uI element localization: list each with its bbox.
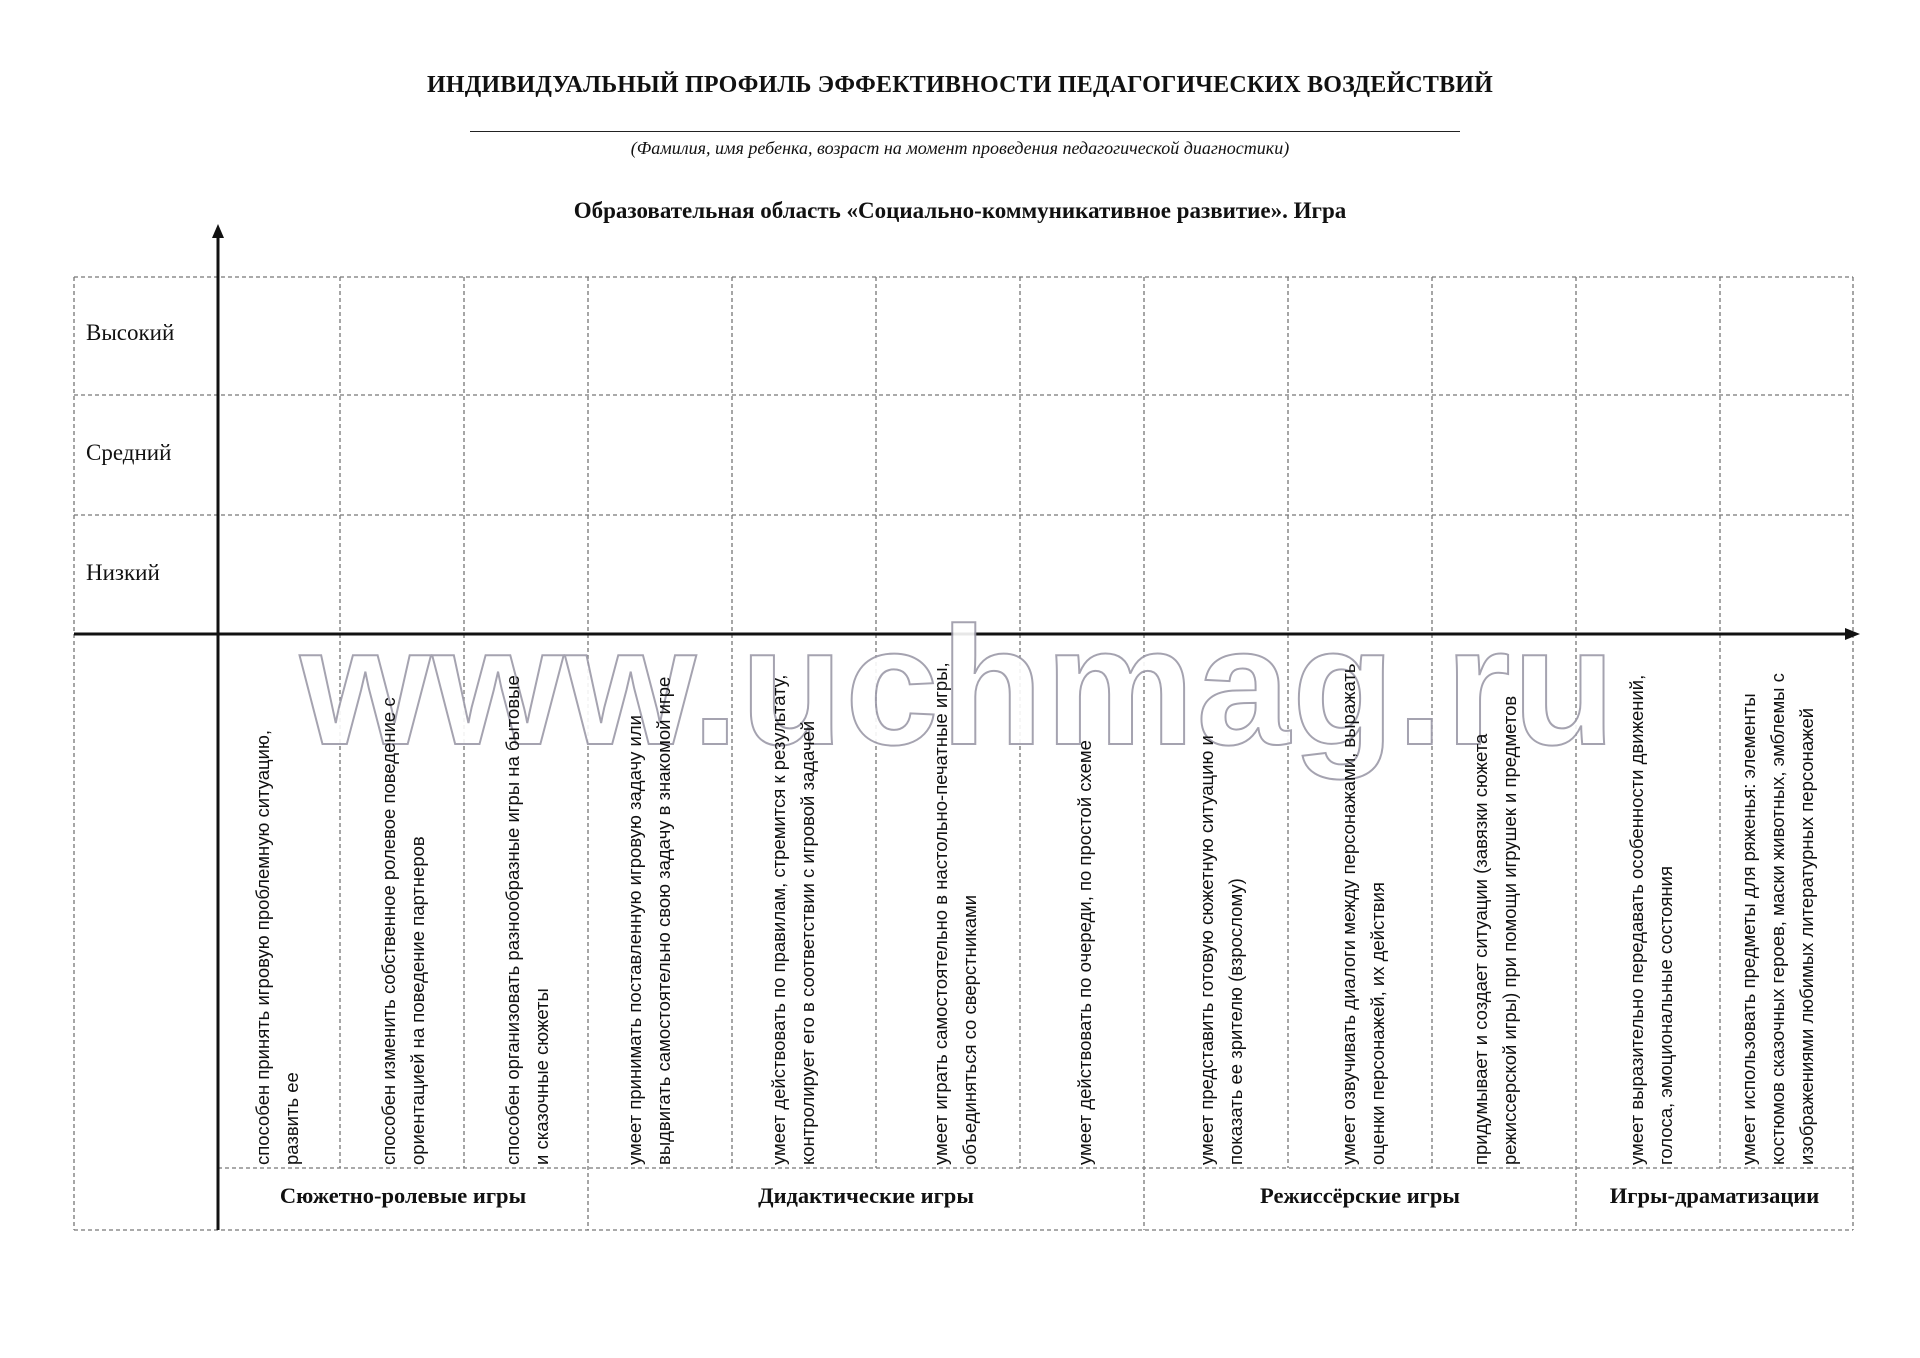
- watermark: www.uchmag.ru: [300, 592, 1618, 780]
- group-didactic: Дидактические игры: [758, 1183, 974, 1208]
- group-director: Режиссёрские игры: [1260, 1183, 1460, 1208]
- name-caption: (Фамилия, имя ребенка, возраст на момент проведения педагогической диагностики): [630, 138, 1290, 158]
- criterion-text: умеет использовать предметы для ряженья: элементы костюмов сказочных героев, маски животных, эмблемы с изображениями любимых литературных персонажей: [1738, 673, 1817, 1165]
- page-title: ИНДИВИДУАЛЬНЫЙ ПРОФИЛЬ ЭФФЕКТИВНОСТИ ПЕДАГОГИЧЕСКИХ ВОЗДЕЙСТВИЙ: [426, 72, 1494, 98]
- criterion-text: умеет действовать по правилам, стремится к результату, контролирует его в соответствии с игровой задачей: [768, 674, 818, 1165]
- y-axis-arrow: [212, 224, 224, 238]
- group-role-play: Сюжетно-ролевые игры: [279, 1183, 527, 1208]
- level-high: Высокий: [86, 320, 175, 345]
- criterion-text: придумывает и создает ситуации (завязки сюжета режиссерской игры) при помощи игрушек и предметов: [1470, 695, 1520, 1165]
- criterion-text: умеет выразительно передавать особенности движений, голоса, эмоциональные состояния: [1626, 674, 1676, 1165]
- level-low: Низкий: [86, 560, 160, 585]
- level-medium: Средний: [86, 440, 172, 465]
- criterion-text: умеет принимать поставленную игровую задачу или выдвигать самостоятельно свою задачу в знакомой игре: [624, 676, 674, 1165]
- criterion-text: способен принять игровую проблемную ситуацию, развить ее: [252, 730, 302, 1165]
- criterion-text: умеет действовать по очереди, по простой схеме: [1074, 740, 1095, 1165]
- criterion-text: умеет представить готовую сюжетную ситуацию и показать ее зрителю (взрослому): [1196, 735, 1246, 1165]
- section-subtitle: Образовательная область «Социально-коммуникативное развитие». Игра: [573, 198, 1347, 223]
- criterion-text: способен изменить собственное ролевое поведение с ориентацией на поведение партнеров: [378, 697, 428, 1165]
- criterion-text: способен организовать разнообразные игры на бытовые и сказочные сюжеты: [502, 675, 552, 1165]
- group-dramatization: Игры-драматизации: [1609, 1183, 1820, 1208]
- criterion-text: умеет играть самостоятельно в настольно-печатные игры, объединяться со сверстниками: [930, 662, 980, 1165]
- criterion-text: умеет озвучивать диалоги между персонажами, выражать оценки персонажей, их действия: [1338, 663, 1388, 1165]
